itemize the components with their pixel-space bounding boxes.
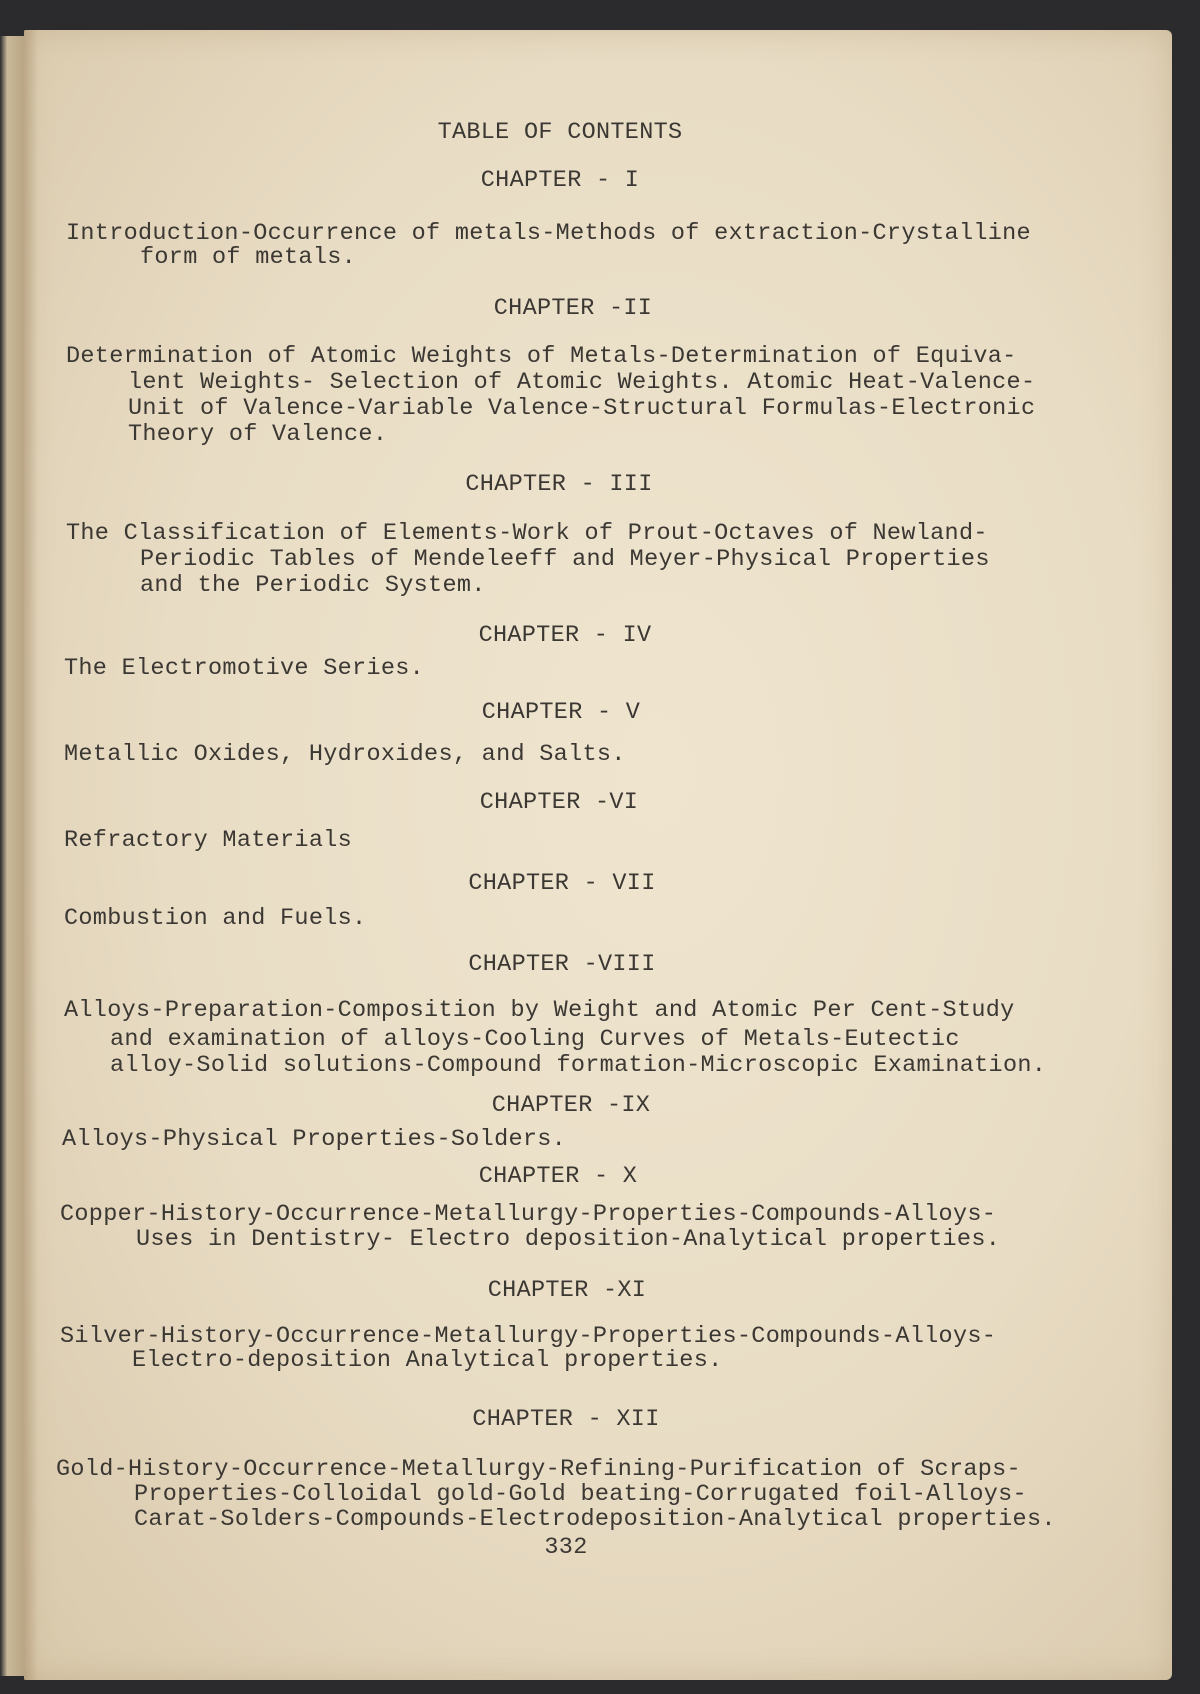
chapter-line: The Electromotive Series. bbox=[64, 655, 425, 682]
chapter-heading: CHAPTER -II bbox=[493, 295, 653, 322]
chapter-heading: CHAPTER - III bbox=[465, 471, 653, 498]
chapter-heading: CHAPTER -IX bbox=[491, 1092, 651, 1119]
chapter-line: Combustion and Fuels. bbox=[64, 905, 367, 932]
chapter-line: Gold-History-Occurrence-Metallurgy-Refining-Purification of Scraps- bbox=[56, 1456, 1021, 1483]
chapter-heading: CHAPTER - V bbox=[481, 699, 641, 726]
chapter-line: Unit of Valence-Variable Valence-Structural Formulas-Electronic bbox=[128, 395, 1036, 422]
chapter-line: Alloys-Physical Properties-Solders. bbox=[62, 1126, 567, 1153]
chapter-heading: CHAPTER - I bbox=[480, 167, 640, 194]
page-number: 332 bbox=[544, 1534, 588, 1561]
chapter-line: Theory of Valence. bbox=[128, 421, 388, 448]
chapter-heading: CHAPTER - X bbox=[478, 1163, 638, 1190]
chapter-line: and examination of alloys-Cooling Curves of Metals-Eutectic bbox=[110, 1026, 960, 1053]
chapter-line: Uses in Dentistry- Electro deposition-Analytical properties. bbox=[136, 1226, 1001, 1253]
chapter-heading: CHAPTER - XII bbox=[472, 1406, 660, 1433]
chapter-line: The Classification of Elements-Work of Prout-Octaves of Newland- bbox=[66, 520, 988, 547]
toc-title: TABLE OF CONTENTS bbox=[437, 119, 683, 146]
chapter-line: alloy-Solid solutions-Compound formation-Microscopic Examination. bbox=[110, 1052, 1047, 1079]
chapter-line: Metallic Oxides, Hydroxides, and Salts. bbox=[64, 741, 626, 768]
chapter-heading: CHAPTER - IV bbox=[478, 622, 652, 649]
chapter-line: Copper-History-Occurrence-Metallurgy-Properties-Compounds-Alloys- bbox=[60, 1201, 997, 1228]
chapter-line: and the Periodic System. bbox=[140, 572, 486, 599]
chapter-line: Determination of Atomic Weights of Metals-Determination of Equiva- bbox=[66, 343, 1017, 370]
chapter-heading: CHAPTER - VII bbox=[468, 870, 656, 897]
chapter-line: Silver-History-Occurrence-Metallurgy-Properties-Compounds-Alloys- bbox=[60, 1323, 997, 1350]
chapter-line: Alloys-Preparation-Composition by Weight and Atomic Per Cent-Study bbox=[64, 997, 1015, 1024]
chapter-line: Properties-Colloidal gold-Gold beating-Corrugated foil-Alloys- bbox=[134, 1481, 1027, 1508]
chapter-line: Periodic Tables of Mendeleeff and Meyer-Physical Properties bbox=[140, 546, 990, 573]
chapter-line: Carat-Solders-Compounds-Electrodeposition-Analytical properties. bbox=[134, 1506, 1056, 1533]
chapter-heading: CHAPTER -VIII bbox=[468, 951, 656, 978]
chapter-line: Refractory Materials bbox=[64, 827, 353, 854]
chapter-heading: CHAPTER -VI bbox=[479, 789, 639, 816]
chapter-line: form of metals. bbox=[140, 244, 357, 271]
chapter-heading: CHAPTER -XI bbox=[487, 1277, 647, 1304]
chapter-line: lent Weights- Selection of Atomic Weights. Atomic Heat-Valence- bbox=[128, 369, 1036, 396]
chapter-line: Introduction-Occurrence of metals-Methods of extraction-Crystalline bbox=[66, 220, 1031, 247]
chapter-line: Electro-deposition Analytical properties. bbox=[132, 1347, 723, 1374]
